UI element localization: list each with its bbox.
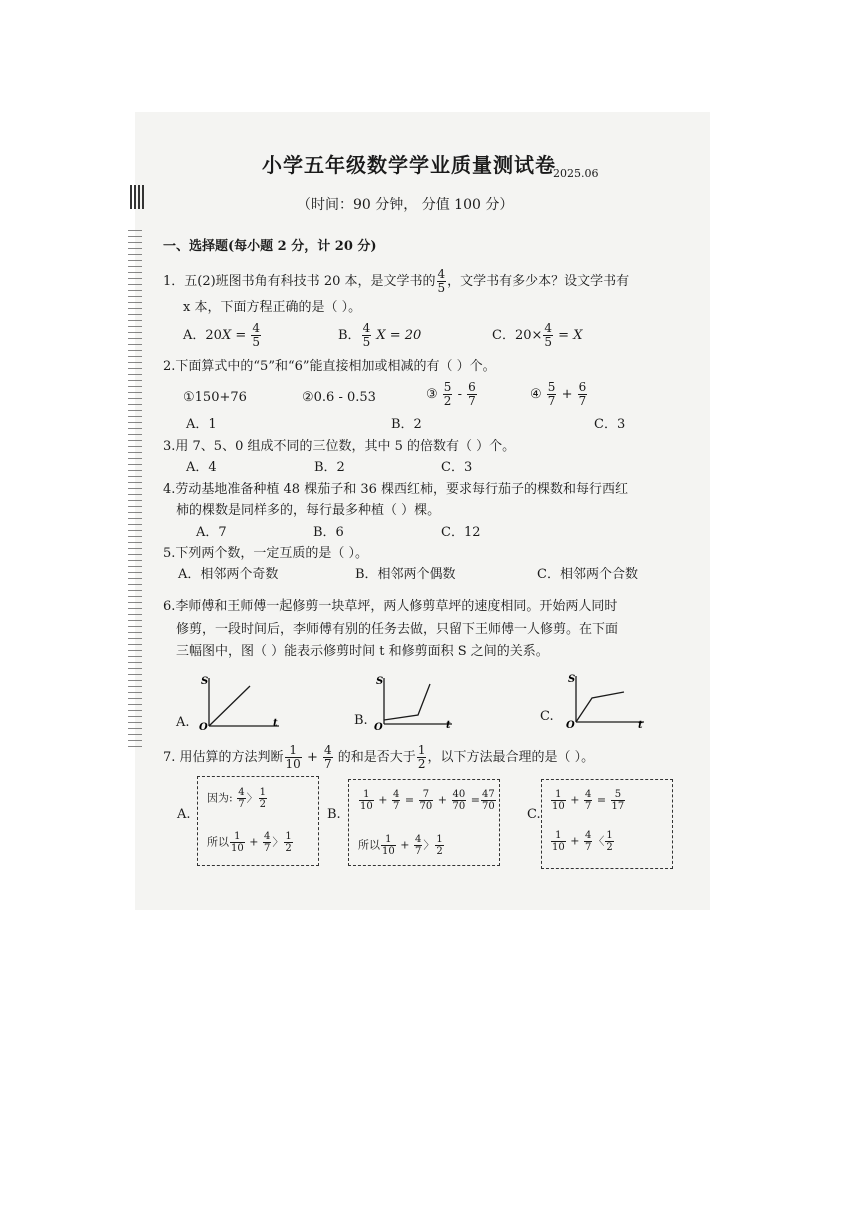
q6a-o-label: O bbox=[199, 722, 208, 732]
q6-graph-b bbox=[370, 672, 460, 732]
q7-option-a-label: A. bbox=[177, 807, 191, 822]
q7-c-line1: $\frac{1}{10}$ + $\frac{4}{7}$ = $\frac{5}{17}$ bbox=[552, 789, 625, 812]
q1-fraction bbox=[437, 268, 447, 295]
q7-b-line1: $\frac{1}{10}$ + $\frac{4}{7}$ = $\frac{7}{70}$ + $\frac{40}{70}$ = $\frac{47}{70}$ bbox=[360, 789, 495, 812]
q6b-line bbox=[384, 684, 430, 720]
q7-option-b-label: B. bbox=[327, 807, 341, 822]
q1-stem-line2: x 本，下面方程正确的是（ ）。 bbox=[183, 300, 362, 315]
page-title: 小学五年级数学学业质量测试卷 bbox=[262, 153, 556, 177]
q6-stem-line1: 6.李师傅和王师傅一起修剪一块草坪，两人修剪草坪的速度相同。开始两人同时 bbox=[163, 599, 618, 614]
q6a-t-label: t bbox=[273, 718, 278, 729]
q3-stem: 3.用 7、5、0 组成不同的三位数，其中 5 的倍数有（ ）个。 bbox=[163, 439, 516, 454]
q6b-t-label: t bbox=[446, 720, 451, 731]
q2-expr-1: ①150+76 bbox=[183, 390, 247, 405]
q2-expr-3: ③ $\frac{5}{2}$ - $\frac{6}{7}$ bbox=[426, 380, 476, 408]
q1-option-c: C．20× $\frac{4}{5}$ = X bbox=[492, 321, 583, 349]
q6c-line bbox=[576, 692, 624, 722]
q7-c-line2: $\frac{1}{10}$ + $\frac{4}{7}$ 〈 $\frac{1}{2}$ bbox=[552, 830, 613, 853]
q1-option-b: B． $\frac{4}{5}$ X = 20 bbox=[338, 321, 422, 349]
q5-option-b: B．相邻两个偶数 bbox=[355, 567, 456, 582]
q6c-t-label: t bbox=[638, 720, 643, 731]
q4-option-b: B．6 bbox=[313, 525, 344, 540]
q6-graph-a bbox=[195, 672, 285, 732]
q6-stem-line3: 三幅图中，图（ ）能表示修剪时间 t 和修剪面积 S 之间的关系。 bbox=[176, 644, 549, 659]
section-heading: 一、选择题(每小题 2 分，计 20 分) bbox=[163, 239, 377, 254]
q5-option-c: C．相邻两个合数 bbox=[537, 567, 638, 582]
binding-marks bbox=[130, 185, 144, 209]
q7-a-line1: 因为: $\frac{4}{7}$ 〉 $\frac{1}{2}$ bbox=[207, 787, 266, 810]
q3-option-c: C．3 bbox=[441, 460, 473, 475]
q6a-line bbox=[209, 686, 250, 726]
q1-stem-line1 bbox=[163, 268, 629, 295]
q6-stem-line2: 修剪，一段时间后，李师傅有别的任务去做，只留下王师傅一人修剪。在下面 bbox=[176, 622, 619, 637]
q4-stem-line2: 柿的棵数是同样多的，每行最多种植（ ）棵。 bbox=[176, 503, 441, 518]
q5-stem: 5.下列两个数，一定互质的是（ ）。 bbox=[163, 546, 369, 561]
q6b-o-label: O bbox=[374, 722, 383, 732]
q2-expr-4: ④ $\frac{5}{7}$ + $\frac{6}{7}$ bbox=[530, 380, 587, 408]
q4-option-c: C．12 bbox=[441, 525, 481, 540]
q1-option-a: A．20X = $\frac{4}{5}$ bbox=[183, 321, 261, 349]
exam-subtitle: （时间：90 分钟， 分值 100 分） bbox=[297, 197, 514, 213]
q5-option-a: A．相邻两个奇数 bbox=[178, 567, 279, 582]
q7-a-line2: 所以 $\frac{1}{10}$ + $\frac{4}{7}$ 〉 $\frac{1}{2}$ bbox=[207, 831, 292, 854]
q6-graph-c bbox=[562, 672, 652, 732]
q6-option-b-label: B. bbox=[354, 713, 368, 728]
q1-stem-part1: 1．五(2)班图书角有科技书 20 本，是文学书的 bbox=[163, 274, 436, 289]
q6-option-c-label: C. bbox=[540, 709, 554, 724]
q2-option-a: A．1 bbox=[186, 417, 217, 432]
exam-date: 2025.06 bbox=[553, 167, 599, 180]
q7-option-c-label: C. bbox=[527, 807, 541, 822]
q2-option-c: C．3 bbox=[594, 417, 626, 432]
q6a-s-label: S bbox=[201, 676, 209, 687]
q2-option-b: B．2 bbox=[391, 417, 422, 432]
q2-stem: 2.下面算式中的“5”和“6”能直接相加或相减的有（ ）个。 bbox=[163, 359, 496, 374]
q6c-s-label: S bbox=[568, 674, 576, 685]
q3-option-b: B．2 bbox=[314, 460, 345, 475]
q4-stem-line1: 4.劳动基地准备种植 48 棵茄子和 36 棵西红柿，要求每行茄子的棵数和每行西红 bbox=[163, 482, 629, 497]
binding-edge bbox=[128, 230, 142, 750]
q6c-o-label: O bbox=[566, 720, 575, 731]
q1-frac-denominator: 5 bbox=[437, 281, 446, 295]
q1-stem-part2: ，文学书有多少本？设文学书有 bbox=[447, 274, 630, 289]
q3-option-a: A．4 bbox=[186, 460, 217, 475]
q1-frac-numerator: 4 bbox=[437, 267, 446, 281]
q7-stem: 7. 用估算的方法判断 $\frac{1}{10}$ + $\frac{4}{7}$ 的和是否大于 $\frac{1}{2}$ ，以下方法最合理的是（ ）。 bbox=[163, 743, 595, 771]
q7-b-line2: 所以 $\frac{1}{10}$ + $\frac{4}{7}$ 〉 $\frac{1}{2}$ bbox=[358, 834, 443, 857]
q6-option-a-label: A. bbox=[176, 715, 190, 730]
q4-option-a: A．7 bbox=[196, 525, 227, 540]
q6b-s-label: S bbox=[376, 676, 384, 687]
q2-expr-2: ②0.6 - 0.53 bbox=[302, 390, 376, 405]
